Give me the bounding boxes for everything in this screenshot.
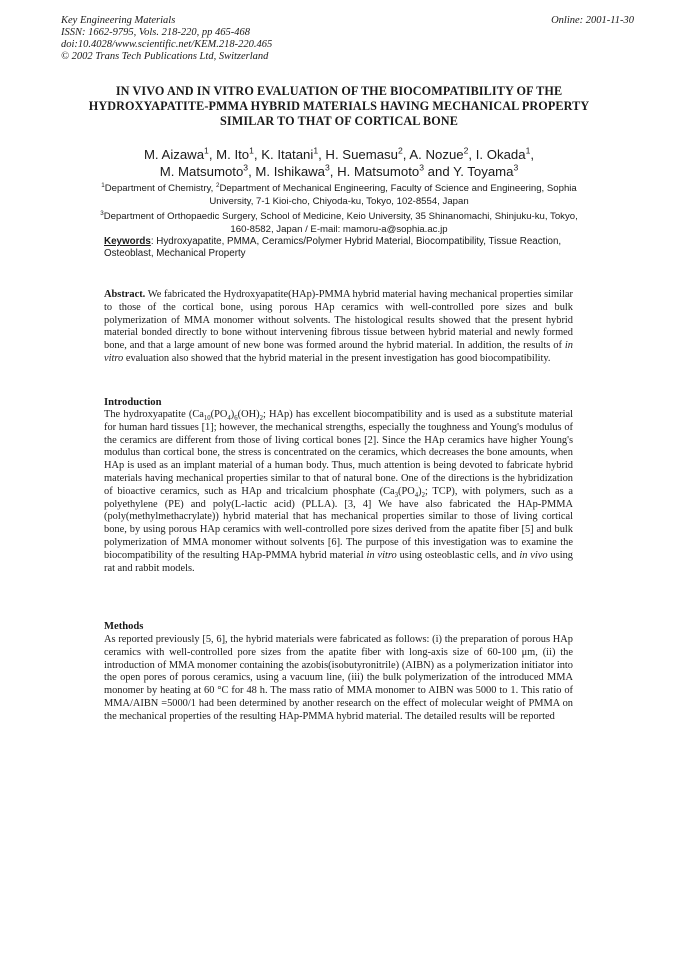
- doi-line: doi:10.4028/www.scientific.net/KEM.218-220.465: [61, 39, 273, 50]
- affiliation-1-2: $^1$Department of Chemistry, $^2$Department of Mechanical Engineering, Faculty of Science and Engineering, Sophia University, 7-1 Kioi-cho, Chiyoda-ku, Tokyo, 102-8554, Japan: [101, 181, 577, 207]
- author: K. Itatani: [261, 147, 314, 162]
- journal-header: [61, 15, 272, 63]
- keywords-text: : Hydroxyapatite, PMMA, Ceramics/Polymer Hybrid Material, Biocompatibility, Tissue Reaction, Osteoblast, Mechanical Property: [104, 236, 562, 259]
- keywords-label: Keywords: [104, 236, 151, 247]
- online-date: Online: 2001-11-30: [551, 15, 634, 26]
- author: A. Nozue: [409, 147, 464, 162]
- author-joiner: and: [427, 164, 450, 179]
- abstract-label: Abstract.: [104, 289, 146, 300]
- methods-heading: Methods: [104, 621, 144, 632]
- paper-title: IN VIVO AND IN VITRO EVALUATION OF THE BIOCOMPATIBILITY OF THE HYDROXYAPATITE-PMMA HYBRID MATERIALS HAVING MECHANICAL PROPERTY SIMILAR TO THAT OF CORTICAL BONE: [88, 84, 590, 128]
- author: Y. Toyama: [453, 164, 514, 179]
- author: M. Ito: [216, 147, 250, 162]
- journal-name: Key Engineering Materials: [61, 15, 176, 26]
- author-list: M. Aizawa$^1$, M. Ito$^1$, K. Itatani$^1$, H. Suemasu$^2$, A. Nozue$^2$, I. Okada$^1$, M. Matsumoto$^3$, M. Ishikawa$^3$, H. Matsumoto$^3$ and Y. Toyama$^3$: [143, 145, 535, 179]
- keywords: [104, 236, 574, 260]
- abstract: Abstract. We fabricated the Hydroxyapatite(HAp)-PMMA hybrid material having mechanical properties similar to those of the cortical bone, using porous HAp ceramics with well-controlled pore sizes and bulk polymerization of MMA monomer without solvents. The histological results showed that the present hybrid material bonded directly to bone without intervening fibrous tissue between hybrid material and newly formed bone, and that a large amount of new bone was formed around the hybrid material. In addition, the results of in vitro evaluation also showed that the hybrid material in the present investigation has good biocompatibility.: [104, 289, 573, 364]
- introduction-body: The hydroxyapatite ($Ca_{10}(PO_4)_6(OH)_2$; HAp) has excellent biocompatibility and is used as a substitute material for human hard tissues [1]; however, the mechanical strengths, especially the toughness and Young's modulus of the ceramics are different from those of living cortical bones [2]. Since the HAp ceramics have higher Young's modulus than cortical bone, the stress is concentrated on the ceramics, which decreases the bone amounts, when HAp is used as an implant material of a human body. Thus, much attention is being devoted to fabricate hybrid materials having mechanical properties similar to that of natural bone. One of the directions is the hybridization of bioactive ceramics, such as HAp and tricalcium phosphate ($Ca_3(PO_4)_2$; TCP), with polymers, such as a polyethylene (PE) and poly(L-lactic acid) (PLLA). [3, 4] We have also fabricated the HAp-PMMA (poly(methylmethacrylate)) hybrid material that has mechanical properties similar to those of living cortical bone, by using porous HAp ceramics with well-controlled pore sizes derived from the apatite fiber [5] and bulk polymerization of MMA monomer without solvents [6]. The purpose of this investigation was to examine the biocompatibility of the resulting HAp-PMMA hybrid material in vitro using osteoblastic cells, and in vivo using rat and rabbit models.: [104, 409, 573, 574]
- introduction-heading: Introduction: [104, 397, 162, 408]
- author: M. Aizawa: [143, 147, 205, 162]
- methods-body: As reported previously [5, 6], the hybrid materials were fabricated as follows: (i) the preparation of porous HAp ceramics with well-controlled pore sizes from the apatite fiber with long-axis size of 60-100 μm, (ii) the introduction of MMA monomer containing the azobis(isobutyronitrile) (AIBN) as a polymerization initiator into the open pores of porous ceramics, using a vacuum line, (iii) the bulk polymerization of the introduced MMA monomer by heating at 60 °C for 48 h. The mass ratio of MMA monomer to AIBN was 5000 to 1. This ratio of MMA/AIBN =5000/1 had been determined by another research on the effect of molecular weight of PMMA on the mechanical properties of the resulting HAp-PMMA hybrid material. The detailed results will be reported: [104, 634, 573, 722]
- author: H. Matsumoto: [337, 164, 420, 179]
- author: M. Matsumoto: [159, 164, 244, 179]
- author: I. Okada: [475, 147, 526, 162]
- author: M. Ishikawa: [255, 164, 326, 179]
- issn-line: ISSN: 1662-9795, Vols. 218-220, pp 465-468: [61, 27, 250, 38]
- author: H. Suemasu: [325, 147, 398, 162]
- affiliation-3: $^3$Department of Orthopaedic Surgery, School of Medicine, Keio University, 35 Shinanomachi, Shinjuku-ku, Tokyo, 160-8582, Japan / E-mail: mamoru-a@sophia.ac.jp: [100, 209, 578, 235]
- copyright-line: © 2002 Trans Tech Publications Ltd, Switzerland: [61, 51, 269, 62]
